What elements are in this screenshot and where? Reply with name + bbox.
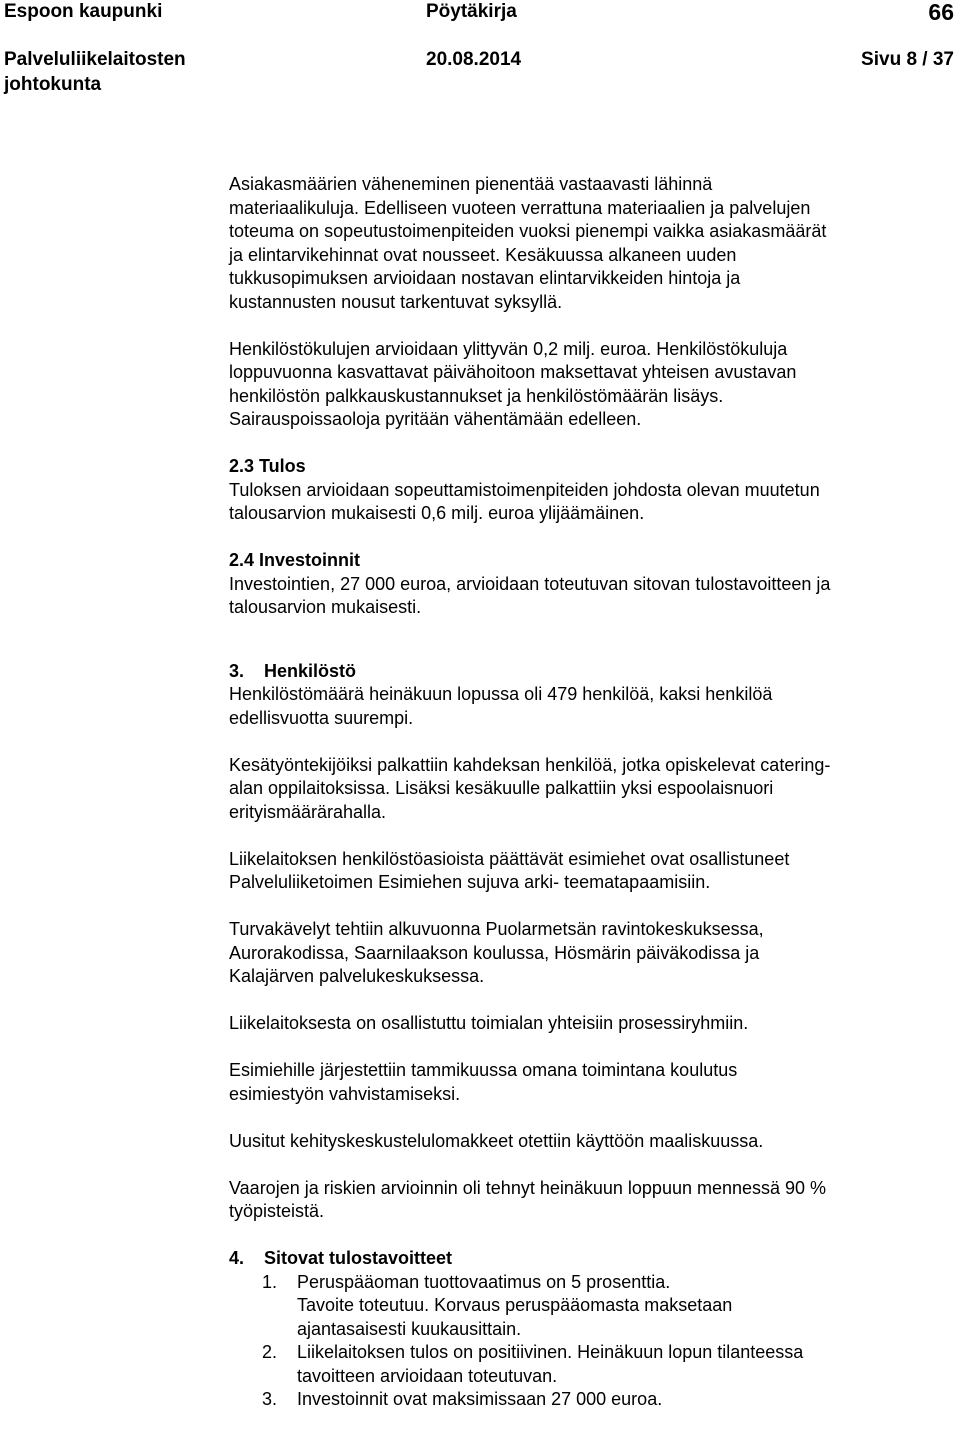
header-section-number: 66 xyxy=(928,0,954,25)
section-number: 3. xyxy=(229,660,245,681)
header-page-number: Sivu 8 / 37 xyxy=(861,49,954,70)
paragraph: Liikelaitoksen henkilöstöasioista päättävät esimiehet ovat osallistuneet Palveluliiketoimen Esimiehen sujuva arki- teematapaamisiin. xyxy=(229,848,790,892)
section-heading-2-3: 2.3 Tulos xyxy=(229,456,306,476)
list-item-number: 3. xyxy=(262,1389,278,1409)
paragraph: Uusitut kehityskeskustelulomakkeet otettiin käyttöön maaliskuussa. xyxy=(229,1130,764,1151)
document-body xyxy=(229,173,959,1412)
paragraph: Tuloksen arvioidaan sopeuttamistoimenpiteiden johdosta olevan muutetun talousarvion mukaisesti 0,6 milj. euroa ylijäämäinen. xyxy=(229,479,820,523)
paragraph: Vaarojen ja riskien arvioinnin oli tehnyt heinäkuun loppuun mennessä 90 % työpisteistä. xyxy=(229,1177,827,1221)
numbered-list xyxy=(229,1271,959,1412)
header-doc-type: Pöytäkirja xyxy=(426,1,517,22)
paragraph: Kesätyöntekijöiksi palkattiin kahdeksan henkilöä, jotka opiskelevat catering- alan oppilaitoksissa. Lisäksi kesäkuulle palkattiin yksi espoolaisnuori erityismäärärahalla. xyxy=(229,754,831,822)
list-item-text: Investoinnit ovat maksimissaan 27 000 euroa. xyxy=(297,1389,663,1409)
section-heading-3 xyxy=(229,660,959,684)
header-body-line2: johtokunta xyxy=(4,74,102,95)
paragraph: Turvakävelyt tehtiin alkuvuonna Puolarmetsän ravintokeskuksessa, Aurorakodissa, Saarnilaakson koulussa, Hösmärin päiväkodissa ja Kalajärven palvelukeskuksessa. xyxy=(229,919,764,986)
paragraph: Henkilöstökulujen arvioidaan ylittyvän 0,2 milj. euroa. Henkilöstökuluja loppuvuonna kasvattavat päivähoitoon maksettavat yhteisen avustavan henkilöstön palkkauskustannukset ja henkilöstömäärän lisäys. Sairauspoissaoloja pyritään vähentämään edelleen. xyxy=(229,338,797,429)
list-item-text: Liikelaitoksen tulos on positiivinen. Heinäkuun lopun tilanteessa tavoitteen arvioidaan toteutuvan. xyxy=(297,1342,804,1386)
list-item xyxy=(229,1271,959,1342)
section-title: Henkilöstö xyxy=(264,660,357,681)
paragraph: Henkilöstömäärä heinäkuun lopussa oli 479 henkilöä, kaksi henkilöä edellisvuotta suurempi. xyxy=(229,684,773,728)
paragraph: Investointien, 27 000 euroa, arvioidaan toteutuvan sitovan tulostavoitteen ja talousarvion mukaisesti. xyxy=(229,573,831,617)
paragraph: Asiakasmäärien väheneminen pienentää vastaavasti lähinnä materiaalikuluja. Edelliseen vuoteen verrattuna materiaalien ja palvelujen toteuma on sopeutustoimenpiteiden vuoksi pienempi vaikka asiakasmäärät ja elintarvikehinnat ovat nousseet. Kesäkuussa alkaneen uuden tukkusopimuksen arvioidaan nostavan elintarvikkeiden hintoja ja kustannusten nousut tarkentuvat syksyllä. xyxy=(229,174,827,312)
section-title: Sitovat tulostavoitteet xyxy=(264,1248,453,1268)
list-item-number: 2. xyxy=(262,1342,278,1362)
paragraph: Liikelaitoksesta on osallistuttu toimialan yhteisiin prosessiryhmiin. xyxy=(229,1013,749,1033)
section-heading-2-4: 2.4 Investoinnit xyxy=(229,550,361,570)
header-org: Espoon kaupunki xyxy=(4,1,163,22)
header-date: 20.08.2014 xyxy=(426,49,522,70)
header-body-line1: Palveluliikelaitosten xyxy=(4,49,186,70)
list-item xyxy=(229,1341,959,1388)
section-number: 4. xyxy=(229,1248,245,1268)
list-item-text: Peruspääoman tuottovaatimus on 5 prosenttia. Tavoite toteutuu. Korvaus peruspääomasta maksetaan ajantasaisesti kuukausittain. xyxy=(297,1271,733,1339)
paragraph: Esimiehille järjestettiin tammikuussa omana toimintana koulutus esimiestyön vahvistamiseksi. xyxy=(229,1060,738,1104)
section-heading-4 xyxy=(229,1247,959,1271)
list-item-number: 1. xyxy=(262,1271,278,1292)
list-item xyxy=(229,1388,959,1412)
